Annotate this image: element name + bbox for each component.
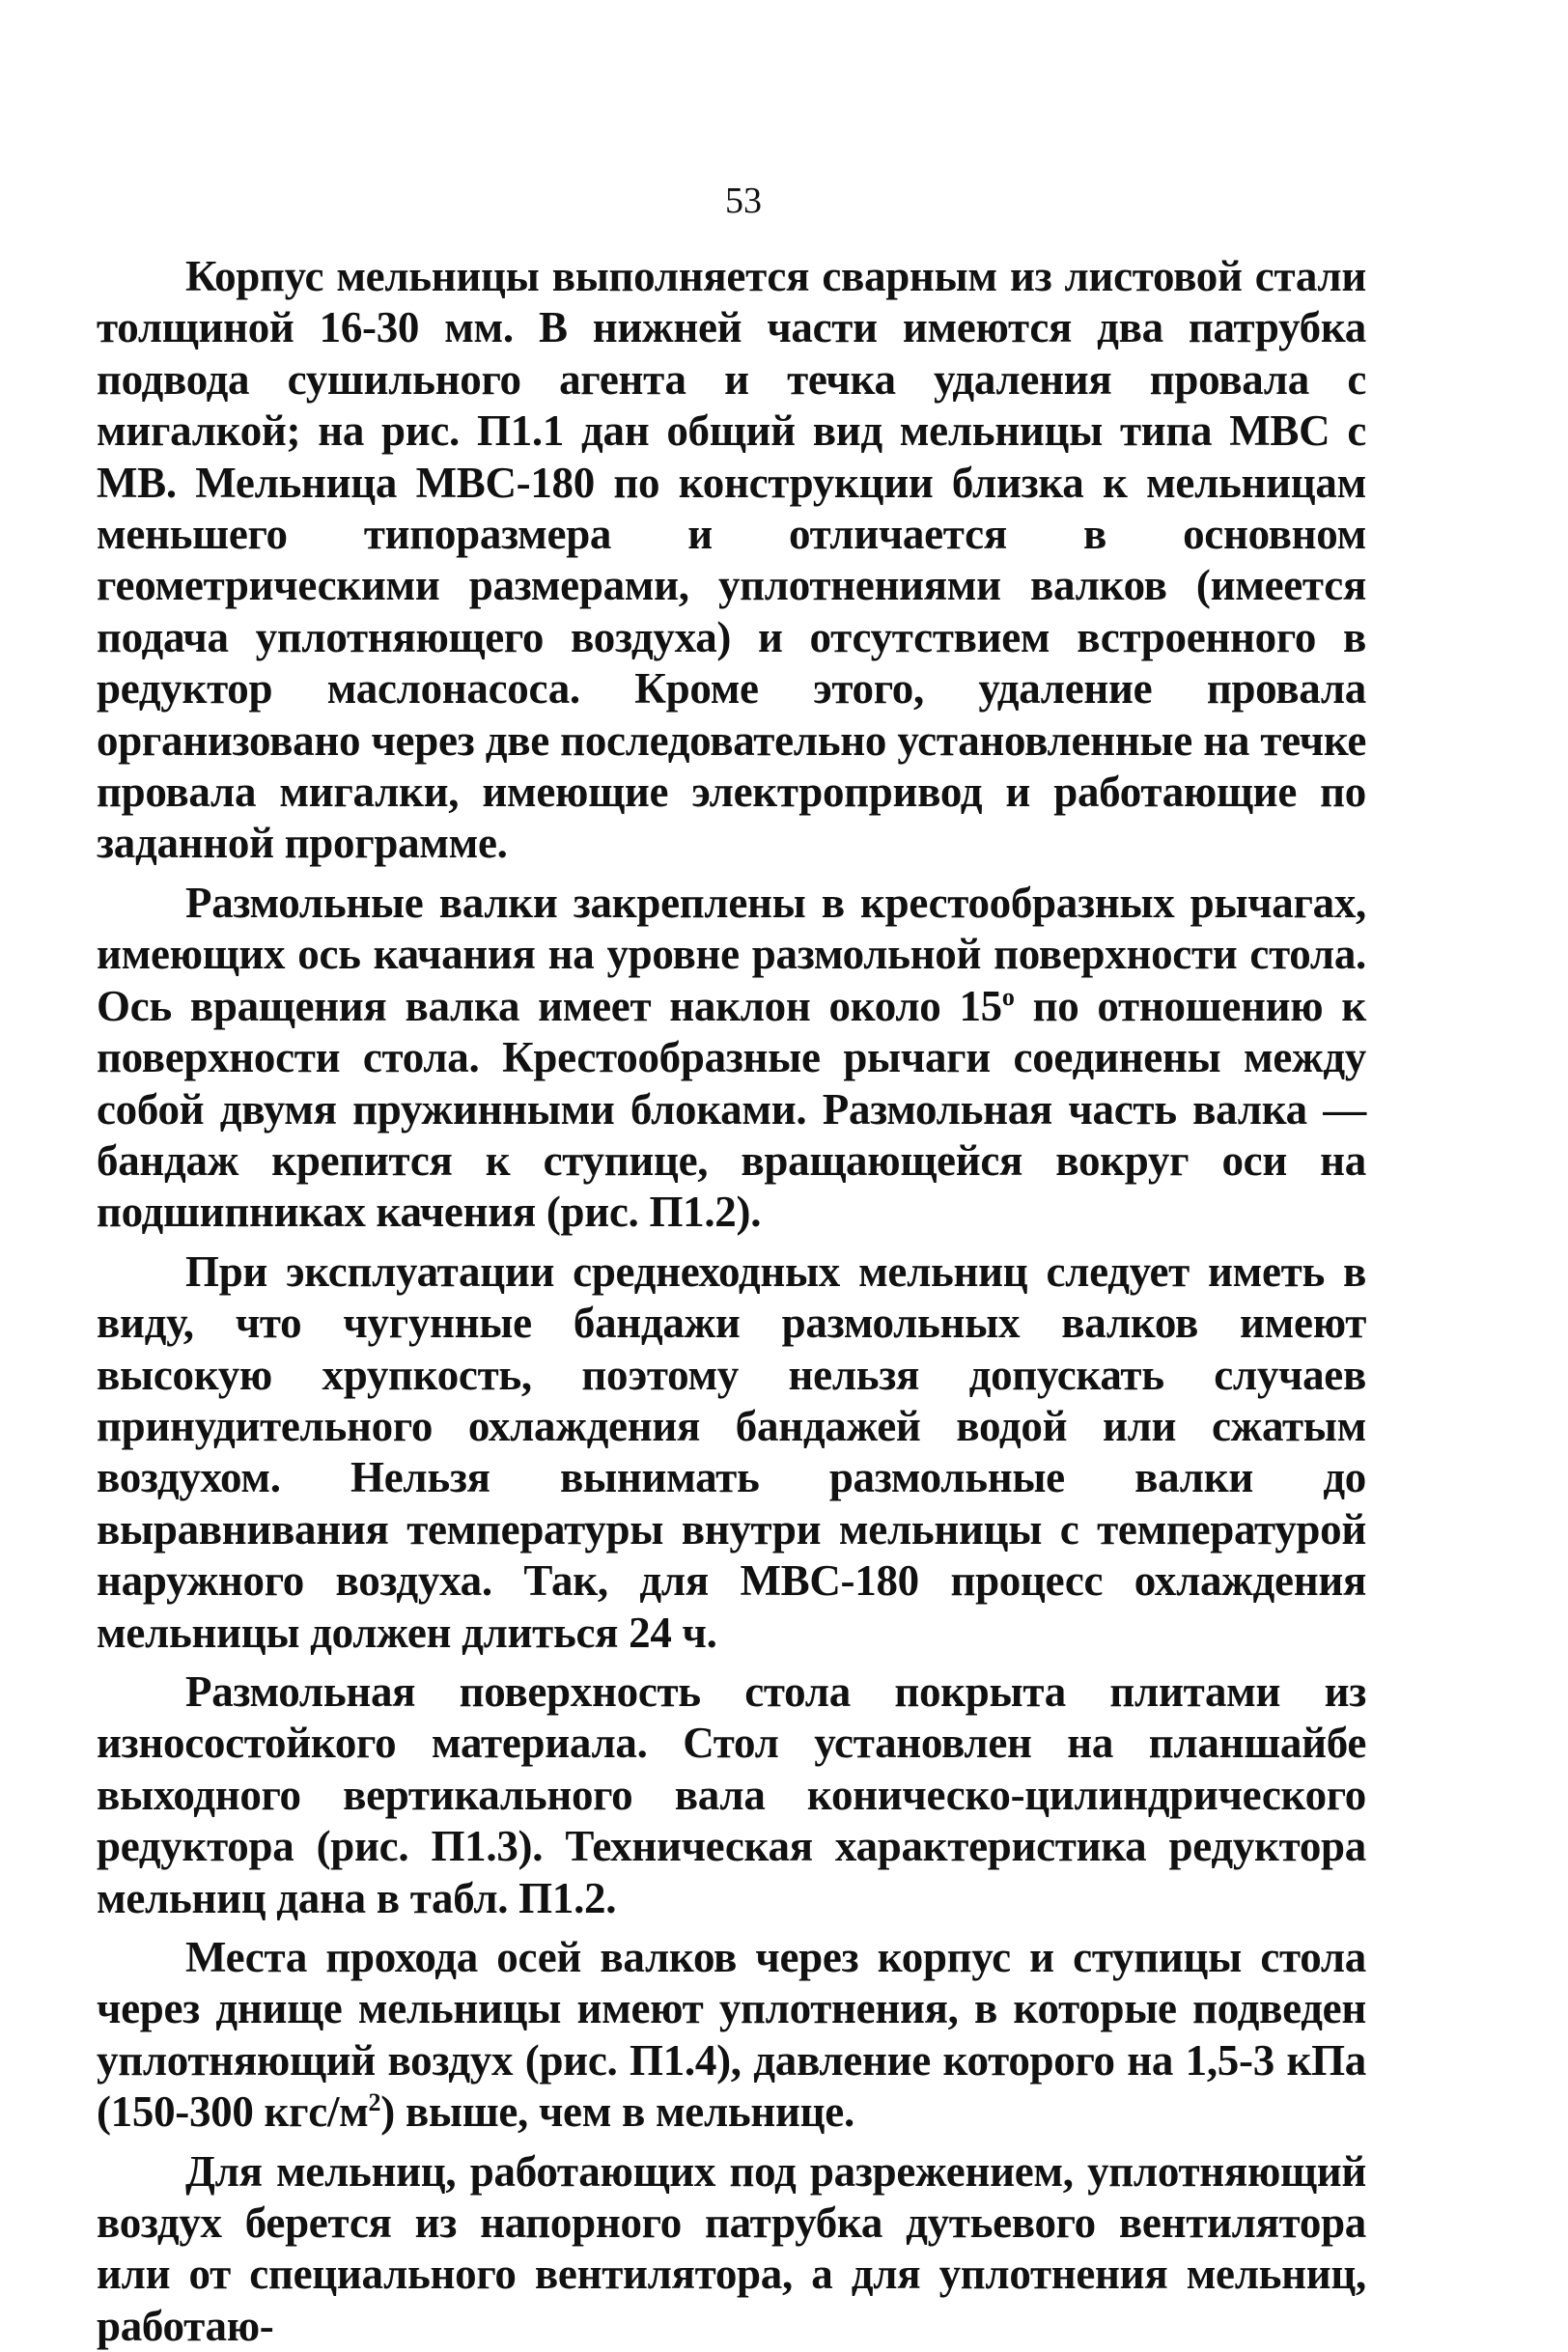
paragraph-text: Размольные валки закреплены в крестообразных рычагах, имеющих ось качания на уровне размольной поверхности стола. Ось вращения валка имеет наклон около 15: [97, 878, 1366, 1030]
paragraph-grinding-rollers: [97, 878, 1366, 1239]
paragraph-mill-housing: [97, 251, 1366, 870]
page-number: 53: [725, 181, 762, 221]
paragraph-sealing-air: [97, 2146, 1366, 2352]
paragraph-table-surface: [97, 1666, 1366, 1924]
paragraph-text: Корпус мельницы выполняется сварным из листовой стали толщиной 16-30 мм. В нижней части имеются два патрубка подвода сушильного агента и течка удаления провала с мигалкой; на рис. П1.1 дан общий вид мельницы типа МВС с МВ. Мельница МВС-180 по конструкции близка к мельницам меньшего типоразмера и отличается в основном геометрическими размерами, уплотнениями валков (имеется подача уплотняющего воздуха) и отсутствием встроенного в редуктор маслонасоса. Кроме этого, удаление провала организовано через две последовательно установленные на течке провала мигалки, имеющие электропривод и работающие по заданной программе.: [97, 252, 1366, 868]
paragraph-text: Места прохода осей валков через корпус и ступицы стола через днище мельницы имеют уплотнения, в которые подведен уплотняющий воздух (рис. П1.4), давление которого на 1,5-3 кПа (150-300 кгс/м: [97, 1933, 1366, 2137]
paragraph-operation: [97, 1246, 1366, 1659]
squared-superscript: 2: [368, 2088, 381, 2117]
paragraph-text: по отношению к поверхности стола. Крестообразные рычаги соединены между собой двумя пружинными блоками. Размольная часть валка — бандаж крепится к ступице, вращающейся вокруг оси на подшипниках качения (рис. П1.2).: [97, 981, 1366, 1237]
paragraph-seals: [97, 1932, 1366, 2139]
degree-superscript: о: [1001, 982, 1015, 1011]
paragraph-text: При эксплуатации среднеходных мельниц следует иметь в виду, что чугунные бандажи размольных валков имеют высокую хрупкость, поэтому нельзя допускать случаев принудительного охлаждения бандажей водой или сжатым воздухом. Нельзя вынимать размольные валки до выравнивания температуры внутри мельницы с температурой наружного воздуха. Так, для МВС-180 процесс охлаждения мельницы должен длиться 24 ч.: [97, 1246, 1366, 1657]
paragraph-text: Для мельниц, работающих под разрежением, уплотняющий воздух берется из напорного патрубка дутьевого вентилятора или от специального вентилятора, а для уплотнения мельниц, работаю-: [97, 2146, 1366, 2350]
paragraph-text: Размольная поверхность стола покрыта плитами из износостойкого материала. Стол установлен на планшайбе выходного вертикального вала коническо-цилиндрического редуктора (рис. П1.3). Техническая характеристика редуктора мельниц дана в табл. П1.2.: [97, 1666, 1366, 1922]
paragraph-text: ) выше, чем в мельнице.: [380, 2087, 854, 2137]
body-text: [97, 251, 1366, 2352]
